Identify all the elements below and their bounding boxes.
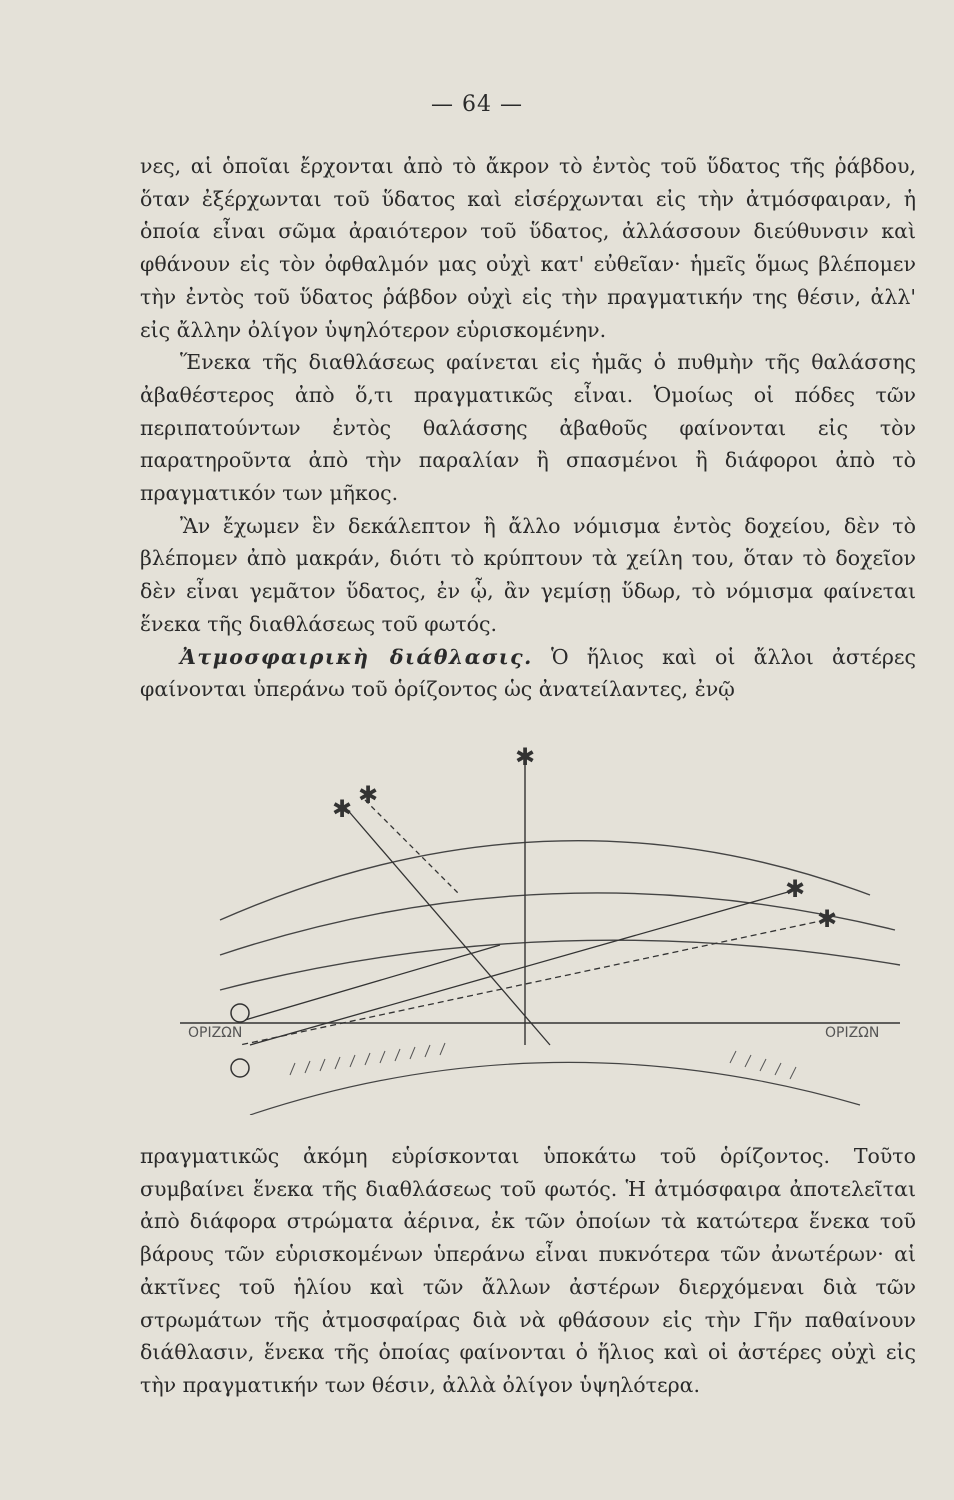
ground-hatch — [380, 1051, 385, 1063]
ground-hatch — [335, 1057, 340, 1069]
ground-hatch — [775, 1063, 781, 1075]
section-heading: Ἀτμοσφαιρικὴ διάθλασις. — [180, 644, 533, 669]
star-icon: ✱ — [816, 905, 838, 933]
ground-hatch — [395, 1049, 400, 1061]
ground-hatch — [745, 1055, 751, 1067]
section-paragraph — [140, 641, 916, 706]
sun-real — [231, 1059, 249, 1077]
sun-apparent — [231, 1004, 249, 1022]
paragraph: νες, αἱ ὁποῖαι ἔρχονται ἀπὸ τὸ ἄκρον τὸ ἐντὸς τοῦ ὕδατος τῆς ῥάβδου, ὅταν ἐξέρχωνται τοῦ ὕδατος καὶ εἰσέρχωνται εἰς τὴν ἀτμόσφαιραν, ἡ ὁποία εἶναι σῶμα ἀραιότερον τοῦ ὕδατος, ἀλλάσσουν διεύθυνσιν καὶ φθάνουν εἰς τὸν ὀφθαλμόν μας οὐχὶ κατ' εὐθεῖαν· ἡμεῖς ὅμως βλέπομεν τὴν ἐντὸς τοῦ ὕδατος ῥάβδον οὐχὶ εἰς τὴν πραγματικήν της θέσιν, ἀλλ' εἰς ἄλλην ὀλίγον ὑψηλότερον εὑρισκομένην. — [140, 154, 916, 342]
ground-hatch — [290, 1063, 295, 1075]
paragraph: πραγματικῶς ἀκόμη εὑρίσκονται ὑποκάτω τοῦ ὁρίζοντος. Τοῦτο συμβαίνει ἕνεκα τῆς διαθλάσεως τοῦ φωτός. Ἡ ἀτμόσφαιρα ἀποτελεῖται ἀπὸ διάφορα στρώματα ἀέρινα, ἐκ τῶν ὁποίων τὰ κατώτερα ἕνεκα τοῦ βάρους τῶν εὑρισκομένων ὑπεράνω εἶναι πυκνότερα τῶν ἀνωτέρων· αἱ ἀκτῖνες τοῦ ἡλίου καὶ τῶν ἄλλων ἀστέρων διερχόμεναι διὰ τῶν στρωμάτων τῆς ἀτμοσφαίρας διὰ νὰ φθάσουν εἰς τὴν Γῆν παθαίνουν διάθλασιν, ἕνεκα τῆς ὁποίας φαίνονται ὁ ἥλιος καὶ οἱ ἀστέρες οὐχὶ εἰς τὴν πραγματικήν των θέσιν, ἀλλὰ ὀλίγον ὑψηλότερα. — [140, 1144, 916, 1397]
earth-surface — [250, 1062, 860, 1115]
horizon-label-left: ΟΡΙΖΩΝ — [188, 1025, 243, 1041]
page-number: — 64 — — [431, 92, 523, 117]
star-icon: ✱ — [357, 781, 379, 809]
refraction-diagram — [170, 745, 910, 1115]
ground-hatch — [365, 1053, 370, 1065]
text-block-top — [140, 150, 916, 706]
star-icon: ✱ — [331, 795, 353, 823]
ground-hatch — [440, 1043, 445, 1055]
light-ray — [240, 920, 825, 1045]
paragraph: Ἕνεκα τῆς διαθλάσεως φαίνεται εἰς ἡμᾶς ὁ πυθμὴν τῆς θαλάσσης ἀβαθέστερος ἀπὸ ὅ,τι πραγματικῶς εἶναι. Ὁμοίως οἱ πόδες τῶν περιπατούντων ἐντὸς θαλάσσης ἀβαθοῦς φαίνονται εἰς τὸν παρατηροῦντα ἀπὸ τὴν παραλίαν ἢ σπασμένοι ἢ διάφοροι ἀπὸ τὸ πραγματικόν των μῆκος. — [140, 350, 916, 506]
ground-hatch — [350, 1055, 355, 1067]
section-text: Ὁ ἥλιος καὶ οἱ ἄλλοι ἀστέρες φαίνονται ὑπεράνω τοῦ ὁρίζοντος ὡς ἀνατείλαντες, ἐνῷ — [140, 644, 916, 702]
ground-hatch — [320, 1059, 325, 1071]
ground-hatch — [760, 1059, 766, 1071]
text-block-bottom — [140, 1140, 916, 1402]
atmosphere-layer — [220, 940, 900, 990]
light-ray — [250, 890, 795, 1045]
atmosphere-layer — [220, 841, 870, 920]
light-ray — [245, 945, 500, 1020]
ground-hatch — [790, 1067, 796, 1079]
horizon-label-right: ΟΡΙΖΩΝ — [825, 1025, 880, 1041]
ground-hatch — [305, 1061, 310, 1073]
paragraph: Ἂν ἔχωμεν ἓν δεκάλεπτον ἢ ἄλλο νόμισμα ἐντὸς δοχείου, δὲν τὸ βλέπομεν ἀπὸ μακράν, διότι τὸ κρύπτουν τὰ χείλη του, ὅταν τὸ δοχεῖον δὲν εἶναι γεμᾶτον ὕδατος, ἐν ᾧ, ἂν γεμίσῃ ὕδωρ, τὸ νόμισμα φαίνεται ἕνεκα τῆς διαθλάσεως τοῦ φωτός. — [140, 513, 916, 636]
ground-hatch — [425, 1045, 430, 1057]
star-icon: ✱ — [514, 745, 536, 771]
refraction-diagram-svg — [170, 745, 910, 1115]
star-icon: ✱ — [784, 875, 806, 903]
ground-hatch — [410, 1047, 415, 1059]
ground-hatch — [730, 1051, 736, 1063]
